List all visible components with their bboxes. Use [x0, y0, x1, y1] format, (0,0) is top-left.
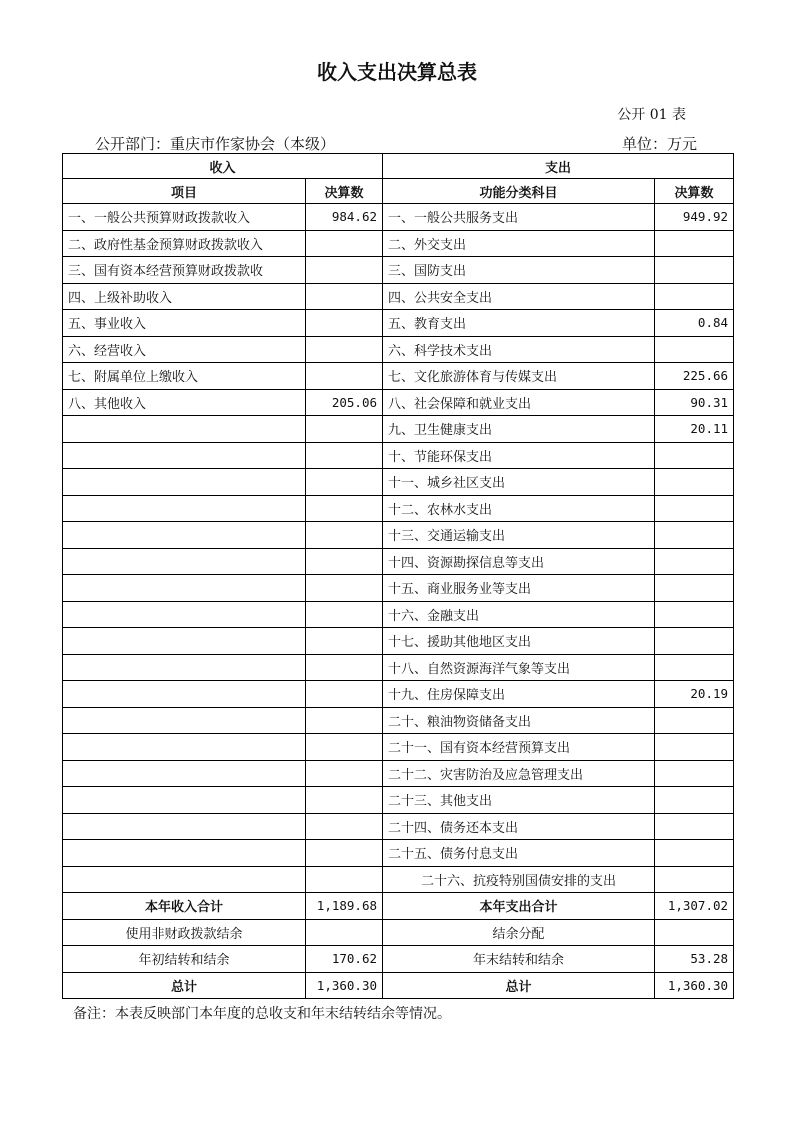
income-item-cell: 一、一般公共预算财政拨款收入 — [63, 204, 306, 231]
form-number: 公开 01 表 — [617, 107, 686, 123]
expense-amount-cell — [655, 919, 734, 946]
income-item-cell — [63, 416, 306, 443]
expense-amount-cell: 225.66 — [655, 363, 734, 390]
expense-item-cell: 二十一、国有资本经营预算支出 — [383, 734, 655, 761]
income-item-cell — [63, 840, 306, 867]
expense-section-header: 支出 — [383, 154, 734, 179]
expense-item-cell: 九、卫生健康支出 — [383, 416, 655, 443]
expense-amount-cell — [655, 601, 734, 628]
income-amount-cell — [306, 230, 383, 257]
income-item-cell — [63, 628, 306, 655]
income-item-cell: 八、其他收入 — [63, 389, 306, 416]
income-amount-cell — [306, 866, 383, 893]
table-section-header — [63, 154, 734, 179]
income-item-cell: 总计 — [63, 972, 306, 999]
income-amount-cell: 1,189.68 — [306, 893, 383, 920]
expense-item-cell: 一、一般公共服务支出 — [383, 204, 655, 231]
expense-amount-cell: 20.19 — [655, 681, 734, 708]
table-row — [63, 230, 734, 257]
expense-amount-cell — [655, 787, 734, 814]
expense-amount-cell: 90.31 — [655, 389, 734, 416]
expense-item-cell: 二十四、债务还本支出 — [383, 813, 655, 840]
expense-amount-cell — [655, 257, 734, 284]
table-row — [63, 840, 734, 867]
table-row — [63, 601, 734, 628]
expense-amount-cell — [655, 283, 734, 310]
expense-amount-cell — [655, 336, 734, 363]
expense-amount-cell — [655, 442, 734, 469]
income-item-cell: 使用非财政拨款结余 — [63, 919, 306, 946]
table-row — [63, 416, 734, 443]
income-amount-cell — [306, 416, 383, 443]
income-item-cell — [63, 522, 306, 549]
expense-item-cell: 七、文化旅游体育与传媒支出 — [383, 363, 655, 390]
unit-label: 单位：万元 — [622, 135, 698, 153]
expense-amount-cell — [655, 548, 734, 575]
summary-row — [63, 919, 734, 946]
income-item-cell — [63, 575, 306, 602]
expense-item-cell: 八、社会保障和就业支出 — [383, 389, 655, 416]
table-row — [63, 681, 734, 708]
table-row — [63, 257, 734, 284]
expense-amount-column-header: 决算数 — [655, 179, 734, 204]
income-amount-cell — [306, 469, 383, 496]
table-row — [63, 707, 734, 734]
expense-item-cell: 二十六、抗疫特别国债安排的支出 — [383, 866, 655, 893]
expense-item-cell: 十四、资源勘探信息等支出 — [383, 548, 655, 575]
table-row — [63, 283, 734, 310]
income-item-cell — [63, 654, 306, 681]
table-row — [63, 310, 734, 337]
expense-amount-cell: 20.11 — [655, 416, 734, 443]
expense-item-cell: 十九、住房保障支出 — [383, 681, 655, 708]
table-row — [63, 628, 734, 655]
income-amount-cell — [306, 257, 383, 284]
income-item-cell — [63, 866, 306, 893]
income-amount-cell — [306, 760, 383, 787]
income-item-cell — [63, 601, 306, 628]
income-amount-cell — [306, 840, 383, 867]
expense-amount-cell — [655, 866, 734, 893]
expense-amount-cell — [655, 654, 734, 681]
income-expense-table — [62, 153, 734, 999]
table-row — [63, 760, 734, 787]
expense-item-cell: 十一、城乡社区支出 — [383, 469, 655, 496]
income-item-cell — [63, 469, 306, 496]
table-row — [63, 204, 734, 231]
expense-item-cell: 十、节能环保支出 — [383, 442, 655, 469]
expense-item-cell: 五、教育支出 — [383, 310, 655, 337]
expense-item-cell: 二十、粮油物资储备支出 — [383, 707, 655, 734]
table-row — [63, 548, 734, 575]
table-row — [63, 336, 734, 363]
page-title: 收入支出决算总表 — [317, 60, 477, 84]
expense-amount-cell — [655, 840, 734, 867]
expense-amount-cell — [655, 628, 734, 655]
table-row — [63, 442, 734, 469]
expense-amount-cell — [655, 734, 734, 761]
income-item-cell: 七、附属单位上缴收入 — [63, 363, 306, 390]
income-amount-cell — [306, 363, 383, 390]
expense-item-cell: 十二、农林水支出 — [383, 495, 655, 522]
table-row — [63, 734, 734, 761]
department-label: 公开部门：重庆市作家协会（本级） — [95, 135, 336, 153]
expense-item-cell: 十五、商业服务业等支出 — [383, 575, 655, 602]
expense-amount-cell: 1,307.02 — [655, 893, 734, 920]
income-amount-cell — [306, 681, 383, 708]
table-row — [63, 363, 734, 390]
expense-amount-cell — [655, 469, 734, 496]
table-row — [63, 654, 734, 681]
table-row — [63, 469, 734, 496]
income-item-cell: 六、经营收入 — [63, 336, 306, 363]
income-section-header: 收入 — [63, 154, 383, 179]
expense-amount-cell — [655, 495, 734, 522]
expense-amount-cell — [655, 813, 734, 840]
income-amount-cell — [306, 813, 383, 840]
summary-row — [63, 893, 734, 920]
income-item-cell — [63, 734, 306, 761]
income-item-cell: 年初结转和结余 — [63, 946, 306, 973]
expense-item-cell: 二十五、债务付息支出 — [383, 840, 655, 867]
expense-amount-cell — [655, 522, 734, 549]
income-item-cell: 五、事业收入 — [63, 310, 306, 337]
expense-item-cell: 十七、援助其他地区支出 — [383, 628, 655, 655]
expense-amount-cell: 0.84 — [655, 310, 734, 337]
table-row — [63, 866, 734, 893]
footnote: 备注：本表反映部门本年度的总收支和年末结转结余等情况。 — [73, 1006, 451, 1022]
income-amount-cell: 1,360.30 — [306, 972, 383, 999]
income-amount-cell — [306, 628, 383, 655]
income-amount-cell — [306, 310, 383, 337]
table-row — [63, 389, 734, 416]
table-row — [63, 522, 734, 549]
income-amount-cell — [306, 495, 383, 522]
income-amount-cell — [306, 654, 383, 681]
expense-item-cell: 十六、金融支出 — [383, 601, 655, 628]
table-row — [63, 787, 734, 814]
income-amount-column-header: 决算数 — [306, 179, 383, 204]
summary-row — [63, 972, 734, 999]
income-amount-cell — [306, 787, 383, 814]
expense-amount-cell — [655, 575, 734, 602]
income-amount-cell — [306, 919, 383, 946]
expense-item-cell: 四、公共安全支出 — [383, 283, 655, 310]
income-amount-cell: 984.62 — [306, 204, 383, 231]
expense-item-cell: 二十二、灾害防治及应急管理支出 — [383, 760, 655, 787]
expense-item-cell: 二十三、其他支出 — [383, 787, 655, 814]
expense-item-cell: 本年支出合计 — [383, 893, 655, 920]
table-row — [63, 575, 734, 602]
expense-item-cell: 十三、交通运输支出 — [383, 522, 655, 549]
income-item-cell — [63, 548, 306, 575]
income-amount-cell: 205.06 — [306, 389, 383, 416]
expense-amount-cell — [655, 230, 734, 257]
expense-item-cell: 六、科学技术支出 — [383, 336, 655, 363]
expense-amount-cell — [655, 707, 734, 734]
expense-amount-cell: 53.28 — [655, 946, 734, 973]
income-amount-cell — [306, 442, 383, 469]
income-item-cell — [63, 760, 306, 787]
table-column-header — [63, 179, 734, 204]
income-amount-cell — [306, 601, 383, 628]
expense-item-cell: 总计 — [383, 972, 655, 999]
income-item-cell — [63, 442, 306, 469]
income-item-cell — [63, 813, 306, 840]
expense-item-cell: 二、外交支出 — [383, 230, 655, 257]
income-item-cell: 三、国有资本经营预算财政拨款收 — [63, 257, 306, 284]
income-amount-cell — [306, 336, 383, 363]
expense-item-cell: 年末结转和结余 — [383, 946, 655, 973]
expense-amount-cell: 949.92 — [655, 204, 734, 231]
expense-amount-cell — [655, 760, 734, 787]
income-item-cell — [63, 495, 306, 522]
summary-row — [63, 946, 734, 973]
function-category-column-header: 功能分类科目 — [383, 179, 655, 204]
expense-amount-cell: 1,360.30 — [655, 972, 734, 999]
income-amount-cell — [306, 575, 383, 602]
income-item-cell — [63, 707, 306, 734]
income-item-cell: 二、政府性基金预算财政拨款收入 — [63, 230, 306, 257]
income-amount-cell: 170.62 — [306, 946, 383, 973]
income-amount-cell — [306, 522, 383, 549]
income-amount-cell — [306, 548, 383, 575]
income-item-cell: 四、上级补助收入 — [63, 283, 306, 310]
expense-item-cell: 十八、自然资源海洋气象等支出 — [383, 654, 655, 681]
income-item-cell — [63, 681, 306, 708]
table-row — [63, 813, 734, 840]
income-amount-cell — [306, 734, 383, 761]
income-amount-cell — [306, 283, 383, 310]
expense-item-cell: 结余分配 — [383, 919, 655, 946]
income-item-cell — [63, 787, 306, 814]
income-item-cell: 本年收入合计 — [63, 893, 306, 920]
income-amount-cell — [306, 707, 383, 734]
expense-item-cell: 三、国防支出 — [383, 257, 655, 284]
table-row — [63, 495, 734, 522]
item-column-header: 项目 — [63, 179, 306, 204]
